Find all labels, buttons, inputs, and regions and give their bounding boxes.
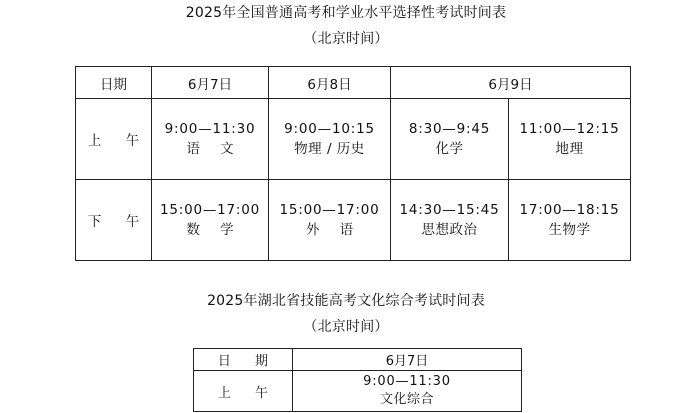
- table-row-afternoon: [76, 180, 631, 261]
- exam-time: 15:00—17:00: [279, 202, 380, 218]
- exam-subject: 语 文: [186, 141, 242, 157]
- table-header-row: [76, 67, 631, 99]
- exam-cell: [152, 180, 269, 261]
- exam-time: 8:30—9:45: [408, 121, 491, 137]
- vocational-schedule-title: 2025年湖北省技能高考文化综合考试时间表: [207, 293, 485, 309]
- exam-cell: [509, 180, 631, 261]
- exam-schedule-table: [75, 66, 631, 261]
- exam-cell: [391, 99, 509, 180]
- exam-subject: 物理 / 历史: [294, 141, 365, 157]
- exam-cell: [391, 180, 509, 261]
- table-header-row: [194, 349, 522, 371]
- exam-cell: [509, 99, 631, 180]
- exam-cell: [152, 99, 269, 180]
- vocational-exam-schedule-table: [193, 348, 522, 412]
- exam-time: 9:00—10:15: [284, 121, 375, 137]
- schedule-subtitle: （北京时间）: [303, 31, 389, 47]
- date-column-header: [194, 349, 293, 371]
- morning-label: [76, 99, 152, 180]
- day-header-june-7: 6月7日: [293, 349, 522, 371]
- vocational-schedule-subtitle: （北京时间）: [303, 319, 389, 335]
- date-column-header: 日期: [76, 67, 152, 99]
- schedule-title: 2025年全国普通高考和学业水平选择性考试时间表: [185, 5, 507, 21]
- table-row-morning: [194, 371, 522, 412]
- table-row-morning: [76, 99, 631, 180]
- exam-cell: [269, 180, 391, 261]
- morning-label-text: 上 午: [87, 133, 150, 149]
- exam-cell: [293, 371, 522, 412]
- exam-subject: 地理: [555, 141, 584, 157]
- exam-time: 15:00—17:00: [159, 202, 261, 218]
- exam-time: 9:00—11:30: [363, 374, 451, 389]
- morning-label: [194, 371, 293, 412]
- date-column-header-text: 日 期: [217, 354, 279, 369]
- afternoon-label-text: 下 午: [87, 214, 150, 230]
- exam-time: 17:00—18:15: [519, 202, 620, 218]
- exam-subject: 外 语: [305, 222, 362, 238]
- exam-time: 14:30—15:45: [399, 202, 500, 218]
- day-header-june-9: 6月9日: [391, 67, 631, 99]
- exam-subject: 生物学: [548, 222, 591, 238]
- exam-time: 11:00—12:15: [519, 121, 620, 137]
- exam-subject: 思想政治: [421, 222, 478, 238]
- day-header-june-8: 6月8日: [269, 67, 391, 99]
- day-header-june-7: 6月7日: [152, 67, 269, 99]
- exam-subject: 文化综合: [379, 392, 434, 407]
- morning-label-text: 上 午: [217, 385, 279, 401]
- afternoon-label: [76, 180, 152, 261]
- exam-time: 9:00—11:30: [164, 121, 256, 137]
- exam-cell: [269, 99, 391, 180]
- exam-subject: 化学: [435, 141, 464, 157]
- exam-subject: 数 学: [186, 222, 242, 238]
